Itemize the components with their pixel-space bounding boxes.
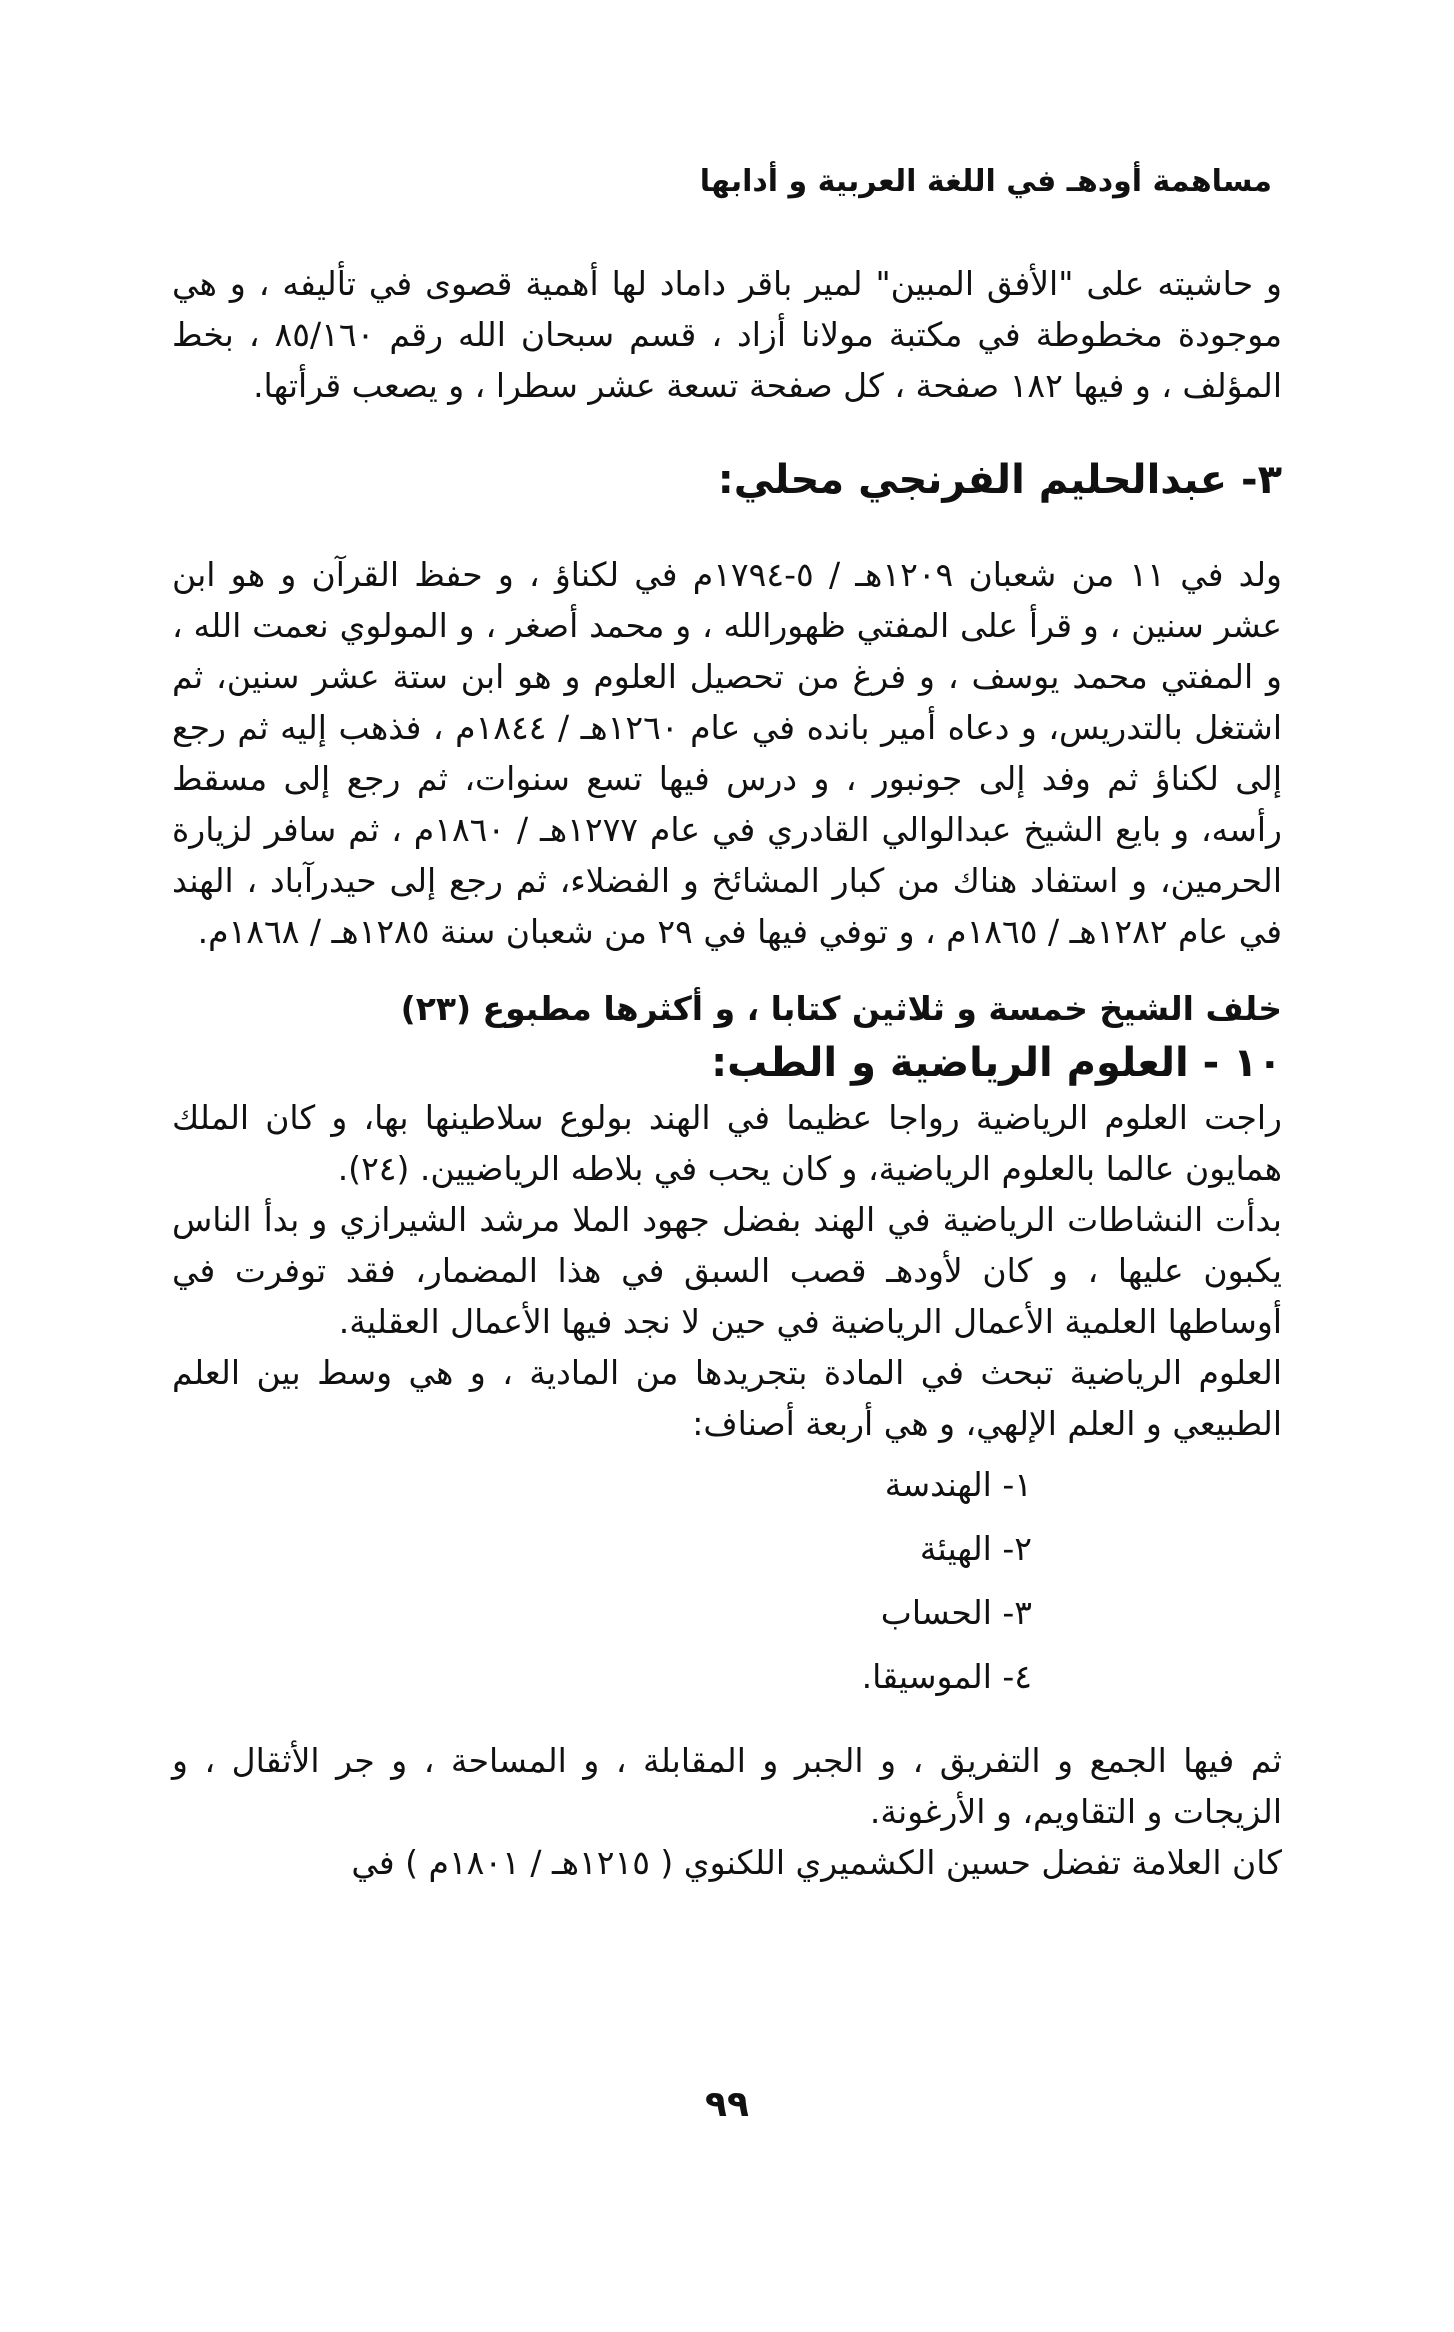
running-header: مساهمة أودهـ في اللغة العربية و أدابها [699,164,1272,199]
paragraph-spread: راجت العلوم الرياضية رواجا عظيما في الهند بولوع سلاطينها بها، و كان الملك همايون عالما بالعلوم الرياضية، و كان يحب في بلاطه الرياضيين. (٢٤). [172,1098,1282,1188]
paragraph-biography: ولد في ١١ من شعبان ١٢٠٩هـ / ٥-١٧٩٤م في لكناؤ ، و حفظ القرآن و هو ابن عشر سنين ، و قرأ على المفتي ظهورالله ، و محمد أصغر ، و المولوي نعمت الله ، و المفتي محمد يوسف ، و فرغ من تحصيل العلوم و هو ابن ستة عشر سنين، ثم اشتغل بالتدريس، و دعاه أمير بانده في عام ١٢٦٠هـ / ١٨٤٤م ، فذهب إليه ثم رجع إلى لكناؤ ثم وفد إلى جونبور ، و درس فيها تسع سنوات، ثم رجع إلى مسقط رأسه، و بايع الشيخ عبدالوالي القادري في عام ١٢٧٧هـ / ١٨٦٠م ، ثم سافر لزيارة الحرمين، و استفاد هناك من كبار المشائخ و الفضلاء، ثم رجع إلى حيدرآباد ، الهند في عام ١٢٨٢هـ / ١٨٦٥م ، و توفي فيها في ٢٩ من شعبان سنة ١٢٨٥هـ / ١٨٦٨م. [172,555,1282,951]
paragraph-works: خلف الشيخ خمسة و ثلاثين كتابا ، و أكثرها مطبوع (٢٣) [400,989,1282,1028]
heading-biography: ٣- عبدالحليم الفرنجي محلي: [717,457,1282,503]
list-item: ٤- الموسيقا. [861,1657,1032,1696]
paragraph-scholar: كان العلامة تفضل حسين الكشميري اللكنوي ( ١٢١٥هـ / ١٨٠١م ) في [351,1843,1282,1882]
list-item: ٢- الهيئة [919,1529,1032,1568]
heading-sciences: ١٠ - العلوم الرياضية و الطب: [711,1040,1282,1086]
paragraph-activities: بدأت النشاطات الرياضية في الهند بفضل جهود الملا مرشد الشيرازي و بدأ الناس يكبون عليها ، و كان لأودهـ قصب السبق في هذا المضمار، فقد توفرت في أوساطها العلمية الأعمال الرياضية في حين لا نجد فيها الأعمال العقلية. [172,1200,1282,1341]
paragraph-branches: ثم فيها الجمع و التفريق ، و الجبر و المقابلة ، و المساحة ، و جر الأثقال ، و الزيجات و التقاويم، و الأرغونة. [172,1741,1282,1831]
list-item: ٣- الحساب [880,1593,1032,1632]
body-text [172,258,1282,1888]
paragraph-definition: العلوم الرياضية تبحث في المادة بتجريدها من المادية ، و هي وسط بين العلم الطبيعي و العلم الإلهي، و هي أربعة أصناف: [172,1353,1282,1443]
page-number: ٩٩ [705,2084,749,2125]
list-item: ١- الهندسة [884,1465,1032,1504]
paragraph-manuscript: و حاشيته على "الأفق المبين" لمير باقر داماد لها أهمية قصوى في تأليفه ، و هي موجودة مخطوطة في مكتبة مولانا أزاد ، قسم سبحان الله رقم ٨٥/١٦٠ ، بخط المؤلف ، و فيها ١٨٢ صفحة ، كل صفحة تسعة عشر سطرا ، و يصعب قرأتها. [172,264,1282,405]
sciences-list [172,1453,1282,1709]
